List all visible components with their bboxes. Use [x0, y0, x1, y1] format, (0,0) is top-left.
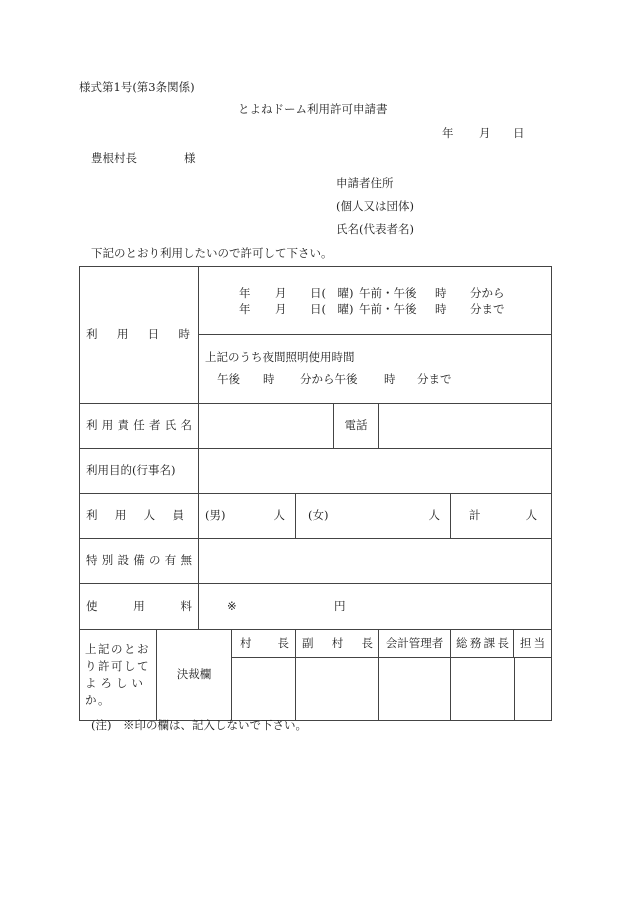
intro-text: 下記のとおり利用したいので許可して下さい。 — [91, 246, 333, 260]
label-char: の — [149, 553, 161, 568]
phone-field[interactable] — [379, 404, 552, 449]
phone-label: 電話 — [334, 404, 379, 449]
stamp-box-general-affairs[interactable] — [451, 658, 515, 720]
to-month: 月 — [275, 302, 287, 316]
label-char: 課 — [483, 635, 496, 650]
to-hour: 時 — [435, 302, 447, 316]
approver-header-mayor — [232, 630, 296, 658]
stamp-box-split — [451, 658, 552, 721]
label-char: 員 — [172, 508, 184, 523]
approval-question-line: り許可して — [85, 659, 150, 673]
label-char: 利 — [86, 508, 98, 523]
from-day: 日( 曜) — [310, 286, 354, 300]
approver-header-deputy-mayor — [296, 630, 379, 658]
equipment-row — [80, 539, 552, 584]
fee-unit: 円 — [334, 599, 346, 613]
from-month: 月 — [275, 286, 287, 300]
label-char: 氏 — [164, 418, 177, 433]
to-day: 日( 曜) — [310, 302, 354, 316]
date-day: 日 — [513, 126, 525, 140]
label-char: 備 — [133, 553, 145, 568]
responsible-name-field[interactable] — [199, 404, 334, 449]
responsible-row — [80, 404, 552, 449]
from-ampm: 午前・午後 — [359, 286, 417, 300]
label-char: 利 — [86, 418, 98, 433]
stamp-box-staff[interactable] — [515, 658, 551, 720]
purpose-row — [80, 449, 552, 494]
female-label: (女) — [308, 508, 329, 523]
addressee-suffix: 様 — [184, 151, 196, 165]
applicant-name-label: 氏名(代表者名) — [336, 222, 414, 236]
purpose-label: 利用目的(行事名) — [80, 449, 199, 494]
night-pm1: 午後 — [217, 372, 240, 386]
date-year: 年 — [442, 126, 454, 140]
stamp-box-mayor[interactable] — [232, 658, 296, 721]
to-year: 年 — [239, 302, 251, 316]
label-char: 総 — [456, 635, 468, 650]
label-char: 担 — [520, 635, 532, 650]
application-form-table — [79, 266, 552, 721]
applicant-type-label: (個人又は団体) — [336, 199, 414, 213]
label-char: 用 — [133, 598, 145, 613]
male-label: (男) — [205, 508, 226, 523]
approver-header-general-affairs — [451, 630, 514, 657]
label-char: 用 — [101, 418, 114, 433]
approval-question — [80, 630, 157, 721]
label-char: 当 — [533, 635, 546, 650]
usage-datetime-field[interactable] — [199, 267, 552, 335]
label-char: 用 — [114, 508, 127, 523]
usage-datetime-row — [80, 267, 552, 335]
page-title: とよねドーム利用許可申請書 — [238, 102, 388, 116]
from-year: 年 — [239, 286, 251, 300]
stamp-box-deputy-mayor[interactable] — [296, 658, 379, 721]
label-char: 長 — [361, 635, 373, 650]
female-count-field[interactable] — [296, 494, 451, 539]
form-number: 様式第1号(第3条関係) — [79, 80, 195, 94]
label-char: 設 — [117, 553, 129, 568]
label-char: 村 — [240, 635, 252, 650]
label-char: 者 — [149, 418, 161, 433]
approver-header-accounting: 会計管理者 — [379, 630, 451, 658]
total-unit: 人 — [525, 508, 538, 523]
total-count-field[interactable] — [451, 494, 552, 539]
night-to: 分まで — [417, 372, 452, 386]
night-hour2: 時 — [384, 372, 396, 386]
label-char: 副 — [302, 635, 314, 650]
applicant-address-label: 申請者住所 — [336, 176, 394, 190]
date-month: 月 — [479, 126, 491, 140]
fee-label — [80, 584, 199, 630]
label-char: 利 — [86, 327, 98, 342]
fee-row — [80, 584, 552, 630]
night-from: 分から午後 — [300, 372, 358, 386]
footnote: (注) ※印の欄は、記入しないで下さい。 — [91, 718, 307, 732]
label-char: 時 — [178, 327, 190, 342]
label-char: 任 — [133, 418, 145, 433]
male-count-field[interactable] — [199, 494, 296, 539]
total-label: 計 — [469, 508, 481, 523]
label-char: 日 — [147, 327, 160, 342]
approval-question-line: よろしい — [85, 676, 147, 690]
male-unit: 人 — [273, 508, 285, 523]
label-char: 村 — [331, 635, 344, 650]
equipment-label — [80, 539, 199, 584]
label-char: 使 — [86, 598, 98, 613]
fee-mark: ※ — [227, 599, 237, 613]
equipment-field[interactable] — [199, 539, 552, 584]
night-hour1: 時 — [263, 372, 275, 386]
stamp-box-accounting[interactable] — [379, 658, 451, 721]
approver-header-staff — [514, 630, 551, 657]
label-char: 長 — [497, 635, 509, 650]
label-char: 長 — [277, 635, 289, 650]
female-unit: 人 — [428, 508, 440, 523]
label-char: 無 — [180, 553, 192, 568]
night-lighting-field[interactable] — [199, 335, 552, 404]
people-row — [80, 494, 552, 539]
fee-field[interactable] — [199, 584, 552, 630]
label-char: 別 — [101, 553, 114, 568]
approver-header-split — [451, 630, 552, 658]
label-char: 責 — [117, 418, 129, 433]
usage-datetime-label — [80, 267, 199, 404]
responsible-label — [80, 404, 199, 449]
label-char: 用 — [116, 327, 129, 342]
label-char: 特 — [86, 553, 98, 568]
approval-question-line: か。 — [85, 693, 111, 707]
approval-question-line: 上記のとお — [85, 642, 150, 656]
to-minute: 分まで — [470, 302, 505, 316]
from-hour: 時 — [435, 286, 447, 300]
to-ampm: 午前・午後 — [359, 302, 417, 316]
label-char: 名 — [180, 418, 192, 433]
label-char: 料 — [180, 598, 192, 613]
label-char: 務 — [469, 635, 482, 650]
night-lighting-label: 上記のうち夜間照明使用時間 — [205, 350, 355, 364]
label-char: 有 — [164, 553, 177, 568]
decision-label: 決裁欄 — [157, 630, 232, 721]
approval-header-row — [80, 630, 552, 658]
from-minute: 分から — [470, 286, 505, 300]
addressee: 豊根村長 — [91, 151, 137, 165]
label-char: 人 — [143, 508, 156, 523]
purpose-field[interactable] — [199, 449, 552, 494]
people-label — [80, 494, 199, 539]
